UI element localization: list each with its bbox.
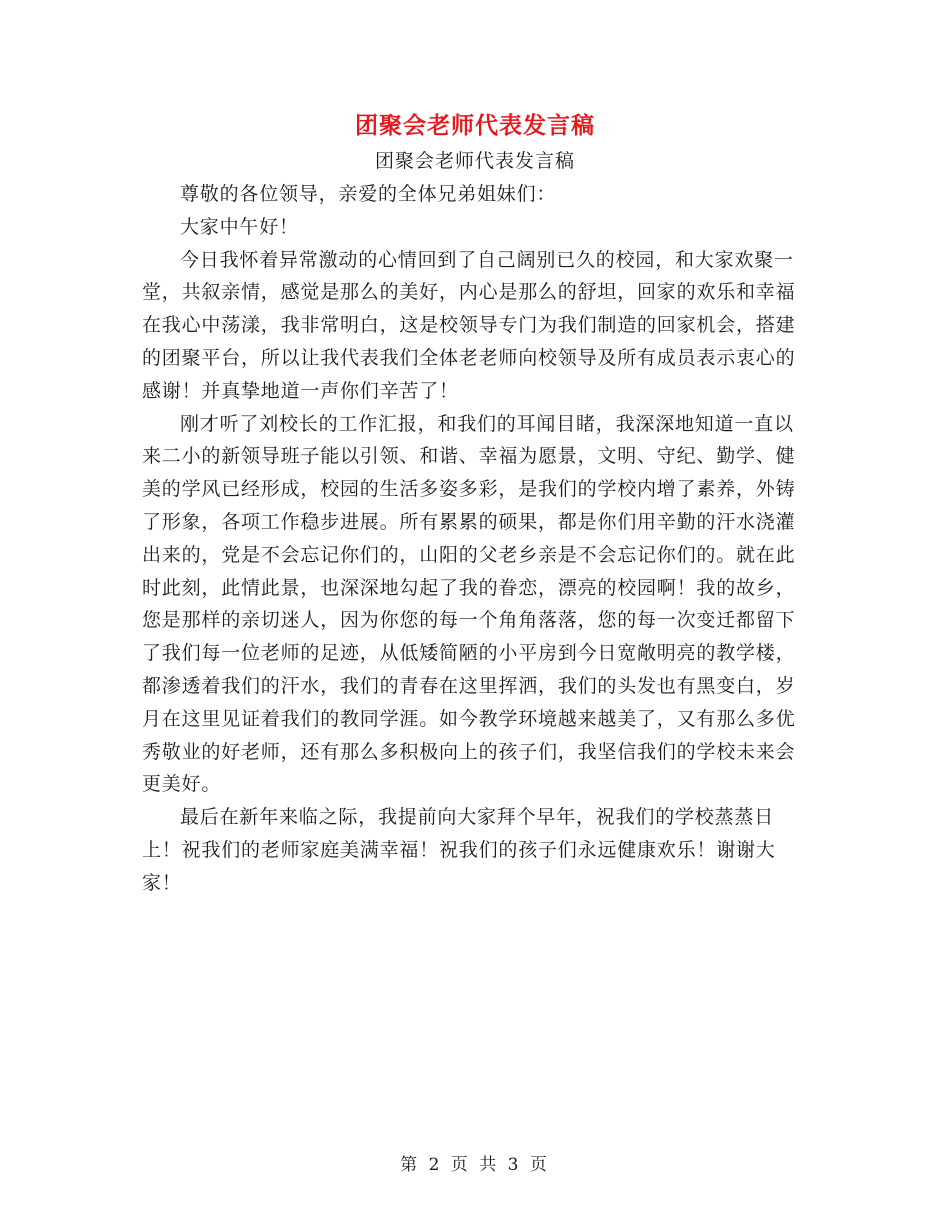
- paragraph-greeting: 大家中午好！: [180, 215, 299, 238]
- paragraph-opening: 今日我怀着异常激动的心情回到了自己阔别已久的校园，和大家欢聚一堂，共叙亲情，感觉是那么的美好，内心是那么的舒坦，回家的欢乐和幸福在我心中荡漾，我非常明白，这是校领导专门为我们制造的回家机会，搭建的团聚平台，所以让我代表我们全体老老师向校领导及所有成员表示衷心的感谢！并真挚地道一声你们辛苦了！: [142, 248, 796, 402]
- paragraph-main: 刚才听了刘校长的工作汇报，和我们的耳闻目睹，我深深地知道一直以来二小的新领导班子能以引领、和谐、幸福为愿景，文明、守纪、勤学、健美的学风已经形成，校园的生活多姿多彩，是我们的学校内增了素养，外铸了形象，各项工作稳步进展。所有累累的硕果，都是你们用辛勤的汗水浇灌出来的，党是不会忘记你们的，山阳的父老乡亲是不会忘记你们的。就在此时此刻，此情此景，也深深地勾起了我的眷恋，漂亮的校园啊！我的故乡，您是那样的亲切迷人，因为你您的每一个角角落落，您的每一次变迁都留下了我们每一位老师的足迹，从低矮简陋的小平房到今日宽敞明亮的教学楼，都渗透着我们的汗水，我们的青春在这里挥洒，我们的头发也有黑变白，岁月在这里见证着我们的教同学涯。如今教学环境越来越美了，又有那么多优秀敬业的好老师，还有那么多积极向上的孩子们，我坚信我们的学校未来会更美好。: [142, 412, 796, 796]
- document-body: [142, 178, 808, 900]
- paragraph-salutation: 尊敬的各位领导，亲爱的全体兄弟姐妹们：: [180, 183, 557, 205]
- document-title: 团聚会老师代表发言稿: [355, 112, 595, 139]
- paragraph-closing: 最后在新年来临之际，我提前向大家拜个早年，祝我们的学校蒸蒸日上！祝我们的老师家庭美满幸福！祝我们的孩子们永远健康欢乐！谢谢大家！: [142, 806, 776, 894]
- document-subtitle: 团聚会老师代表发言稿: [374, 150, 575, 172]
- page-number-footer: 第 2 页 共 3 页: [400, 1155, 550, 1175]
